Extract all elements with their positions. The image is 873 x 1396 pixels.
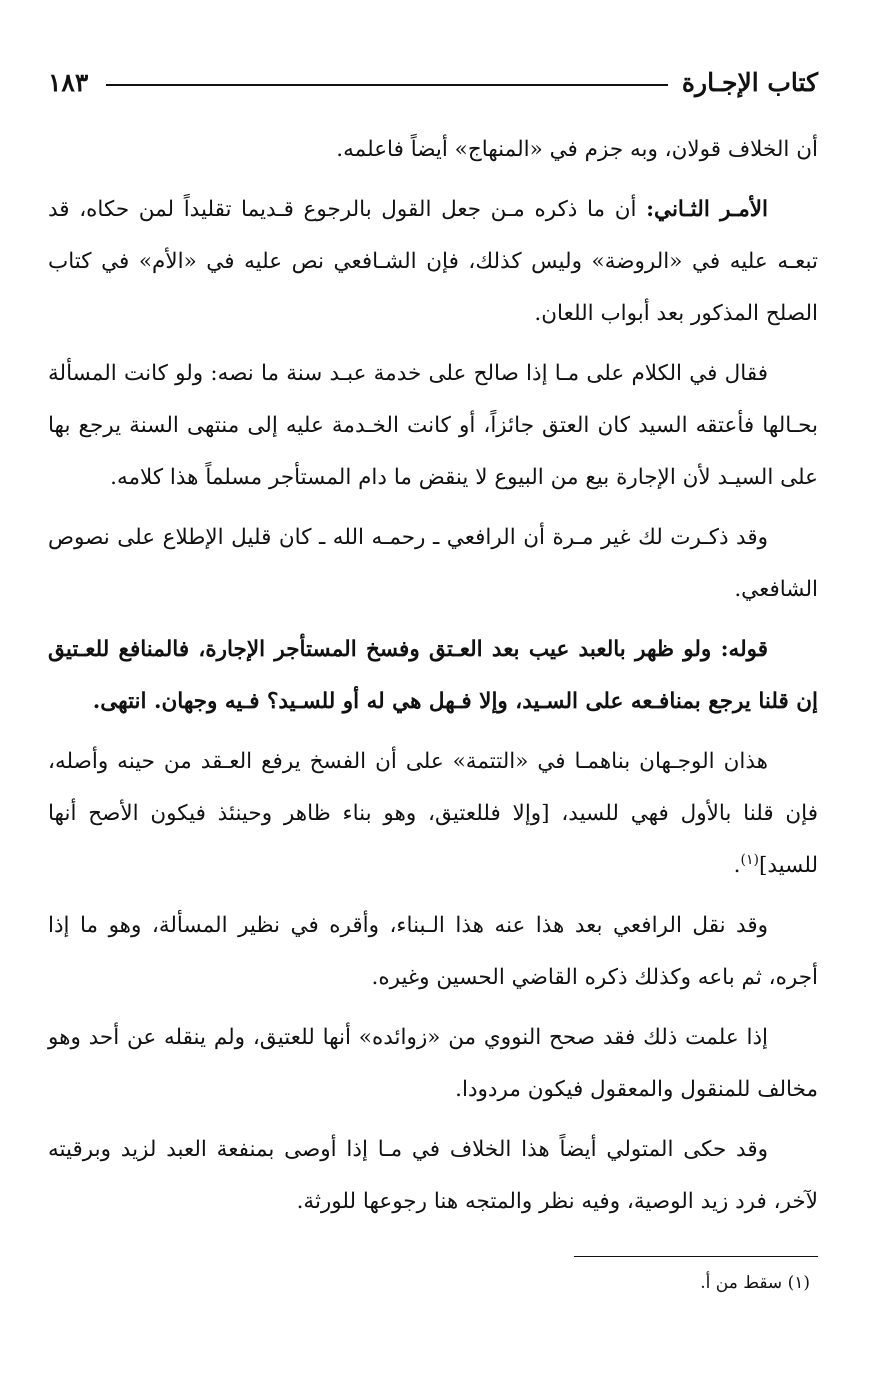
paragraph-8 bbox=[48, 1012, 818, 1116]
body-text bbox=[48, 124, 818, 1236]
paragraph-text: قوله: ولو ظهر بالعبد عيب بعد العـتق وفسخ المستأجر الإجارة، فالمنافع للعـتيق إن قلنا يرجع بمنافـعه على السـيد، وإلا فـهل هي له أو للسـيد؟ فـيه وجهان. انتهى. bbox=[48, 637, 818, 714]
page-header bbox=[48, 62, 818, 102]
paragraph-5-quoted bbox=[48, 624, 818, 728]
paragraph-text: أن ما ذكره مـن جعل القول بالرجوع قـديما تقليداً لمن حكاه، قد تبعـه عليه في «الروضة» وليس كذلك، فإن الشـافعي نص عليه في «الأم» في كتاب الصلح المذكور بعد أبواب اللعان. bbox=[48, 197, 818, 326]
page-number: ١٨٣ bbox=[48, 67, 89, 97]
paragraph-9 bbox=[48, 1124, 818, 1228]
footnote: (١) سقط من أ. bbox=[700, 1273, 810, 1293]
paragraph-text-end: . bbox=[733, 853, 741, 878]
paragraph-1 bbox=[48, 124, 818, 176]
paragraph-text: إذا علمت ذلك فقد صحح النووي من «زوائده» أنها للعتيق، ولم ينقله عن أحد وهو مخالف للمنقول والمعقول فيكون مردودا. bbox=[48, 1025, 818, 1102]
header-rule bbox=[106, 84, 668, 86]
paragraph-3 bbox=[48, 348, 818, 504]
paragraph-2 bbox=[48, 184, 818, 340]
paragraph-text: وقد حكى المتولي أيضاً هذا الخلاف في مـا إذا أوصى بمنفعة العبد لزيد وبرقيته لآخر، فرد زيد الوصية، وفيه نظر والمتجه هنا رجوعها للورثة. bbox=[48, 1137, 818, 1214]
paragraph-6 bbox=[48, 736, 818, 892]
paragraph-text: وقد نقل الرافعي بعد هذا عنه هذا الـبناء، وأقره في نظير المسألة، وهو ما إذا أجره، ثم باعه وكذلك ذكره القاضي الحسين وغيره. bbox=[48, 913, 818, 990]
footnote-rule bbox=[574, 1256, 818, 1257]
footnote-reference[interactable]: (١) bbox=[740, 851, 759, 868]
paragraph-text: هذان الوجـهان بناهمـا في «التتمة» على أن الفسخ يرفع العـقد من حينه وأصله، فإن قلنا بالأول فهي للسيد، [وإلا فللعتيق، وهو بناء ظاهر وحينئذ فيكون الأصح أنها للسيد] bbox=[48, 749, 818, 878]
paragraph-text: وقد ذكـرت لك غير مـرة أن الرافعي ـ رحمـه الله ـ كان قليل الإطلاع على نصوص الشافعي. bbox=[48, 525, 818, 602]
running-title: كتاب الإجـارة bbox=[681, 67, 818, 97]
paragraph-text: أن الخلاف قولان، وبه جزم في «المنهاج» أيضاً فاعلمه. bbox=[336, 137, 818, 162]
paragraph-4 bbox=[48, 512, 818, 616]
paragraph-7 bbox=[48, 900, 818, 1004]
paragraph-lead: الأمـر الثـاني: bbox=[646, 197, 768, 222]
paragraph-text: فقال في الكلام على مـا إذا صالح على خدمة عبـد سنة ما نصه: ولو كانت المسألة بحـالها فأعتقه السيد كان العتق جائزاً، أو كانت الخـدمة عليه إلى منتهى السنة يرجع بها على السيـد لأن الإجارة بيع من البيوع لا ينقض ما دام المستأجر مسلماً هذا كلامه. bbox=[48, 361, 818, 490]
